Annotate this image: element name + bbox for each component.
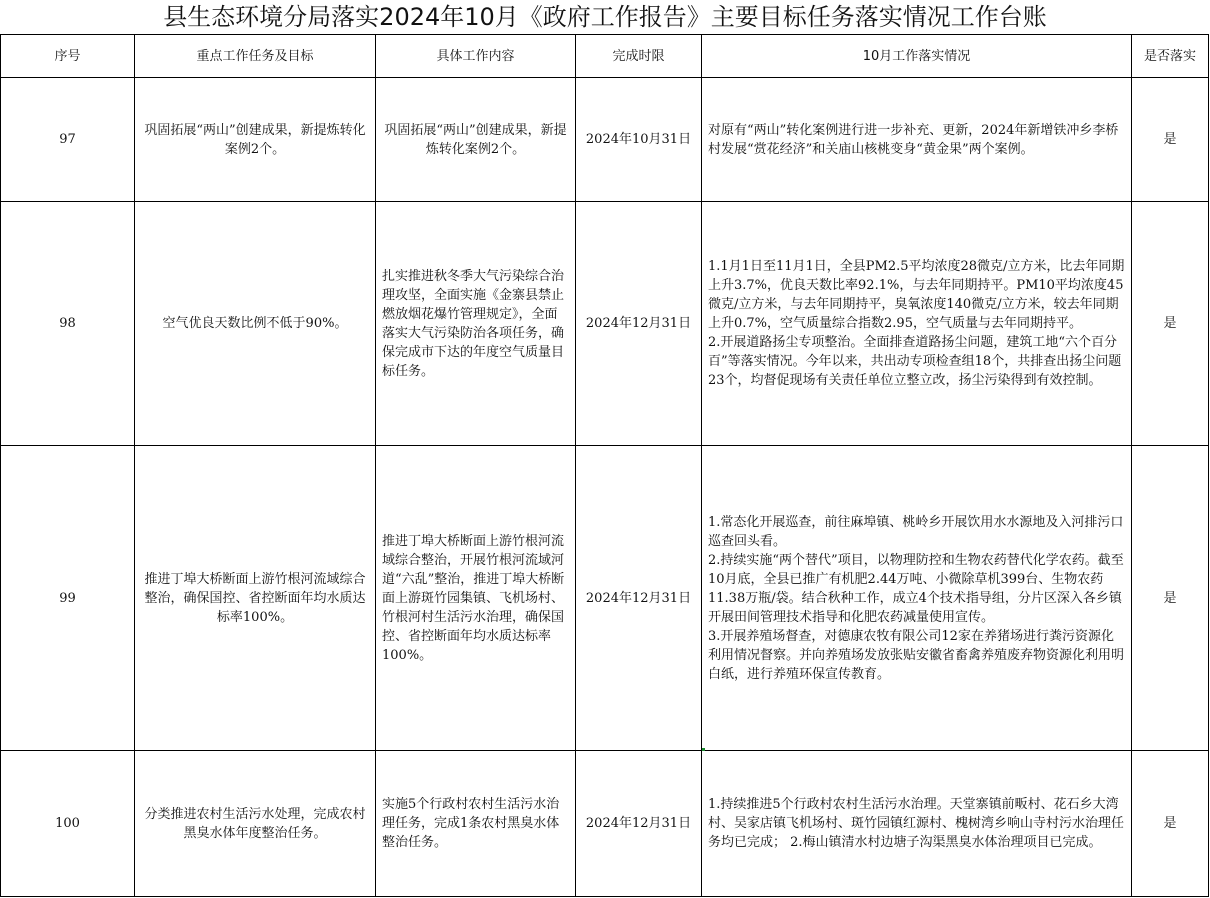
header-progress: 10月工作落实情况 — [702, 35, 1132, 78]
row-deadline: 2024年12月31日 — [576, 446, 702, 751]
row-no: 99 — [1, 446, 135, 751]
header-row — [1, 35, 1209, 78]
row-no: 98 — [1, 202, 135, 446]
row-content — [376, 446, 576, 751]
row-no: 97 — [1, 78, 135, 202]
progress-item: 2.开展道路扬尘专项整治。全面排查道路扬尘问题，建筑工地“六个百分百”等落实情况。今年以来，共出动专项检查组18个，共排查出扬尘问题23个，均督促现场有关责任单位立整立改，扬尘污染得到有效控制。 — [708, 335, 1122, 388]
row-task: 巩固拓展“两山”创建成果，新提炼转化案例2个。 — [135, 78, 376, 202]
header-deadline: 完成时限 — [576, 35, 702, 78]
header-done: 是否落实 — [1132, 35, 1209, 78]
row-progress — [702, 202, 1132, 446]
row-content — [376, 751, 576, 897]
row-content-text: 实施5个行政村农村生活污水治理任务，完成1条农村黑臭水体整治任务。 — [382, 797, 560, 850]
row-progress: 对原有“两山”转化案例进行进一步补充、更新，2024年新增铁冲乡李桥村发展“赏花经济”和关庙山核桃变身“黄金果”两个案例。 — [702, 78, 1132, 202]
ledger-table — [0, 34, 1209, 897]
progress-item: 1.1月1日至11月1日，全县PM2.5平均浓度28微克/立方米，比去年同期上升3.7%，优良天数比率92.1%，与去年同期持平。PM10平均浓度45微克/立方米，与去年同期持平，臭氧浓度140微克/立方米，较去年同期上升0.7%，空气质量综合指数2.95，空气质量与去年同期持平。 — [708, 259, 1125, 331]
row-content — [376, 78, 576, 202]
row-progress: 1.持续推进5个行政村农村生活污水治理。天堂寨镇前畈村、花石乡大湾村、吴家店镇飞机场村、斑竹园镇红源村、槐树湾乡响山寺村污水治理任务均已完成； 2.梅山镇清水村边塘子沟渠黑臭水体治理项目已完成。 — [702, 751, 1132, 897]
row-no: 100 — [1, 751, 135, 897]
row-task: 空气优良天数比例不低于90%。 — [135, 202, 376, 446]
header-content: 具体工作内容 — [376, 35, 576, 78]
row-done: 是 — [1132, 78, 1209, 202]
table-row — [1, 78, 1209, 202]
row-task: 分类推进农村生活污水处理，完成农村黑臭水体年度整治任务。 — [135, 751, 376, 897]
row-done: 是 — [1132, 446, 1209, 751]
row-deadline: 2024年12月31日 — [576, 202, 702, 446]
row-content-text: 扎实推进秋冬季大气污染综合治理攻坚，全面实施《金寨县禁止燃放烟花爆竹管理规定》，全面落实大气污染防治各项任务，确保完成市下达的年度空气质量目标任务。 — [382, 268, 565, 379]
page-title: 县生态环境分局落实2024年10月《政府工作报告》主要目标任务落实情况工作台账 — [163, 3, 1047, 31]
progress-item: 1.常态化开展巡查，前往麻埠镇、桃岭乡开展饮用水水源地及入河排污口巡查回头看。 — [708, 514, 1124, 549]
row-task: 推进丁埠大桥断面上游竹根河流域综合整治，确保国控、省控断面年均水质达标率100%。 — [135, 446, 376, 751]
row-content-text: 巩固拓展“两山”创建成果，新提炼转化案例2个。 — [384, 122, 567, 157]
progress-item: 3.开展养殖场督查，对德康农牧有限公司12家在养猪场进行粪污资源化利用情况督察。并向养殖场发放张贴安徽省畜禽养殖废弃物资源化利用明白纸，进行养殖环保宣传教育。 — [708, 628, 1125, 682]
table-row — [1, 751, 1209, 897]
cell-comment-marker — [702, 748, 705, 751]
row-content-text: 推进丁埠大桥断面上游竹根河流域综合整治，开展竹根河流域河道“六乱”整治，推进丁埠大桥断面上游斑竹园集镇、飞机场村、竹根河村生活污水治理，确保国控、省控断面年均水质达标率100%。 — [382, 533, 565, 663]
row-done: 是 — [1132, 202, 1209, 446]
row-deadline: 2024年12月31日 — [576, 751, 702, 897]
row-content — [376, 202, 576, 446]
table-row — [1, 446, 1209, 751]
header-task: 重点工作任务及目标 — [135, 35, 376, 78]
row-done: 是 — [1132, 751, 1209, 897]
row-progress — [702, 446, 1132, 751]
progress-item: 2.持续实施“两个替代”项目，以物理防控和生物农药替代化学农药。截至10月底，全县已推广有机肥2.44万吨、小微除草机399台、生物农药11.38万瓶/袋。结合秋种工作，成立4个技术指导组，分片区深入各乡镇开展田间管理技术指导和化肥农药减量使用宣传。 — [708, 552, 1124, 625]
header-no: 序号 — [1, 35, 135, 78]
row-deadline: 2024年10月31日 — [576, 78, 702, 202]
table-row — [1, 202, 1209, 446]
